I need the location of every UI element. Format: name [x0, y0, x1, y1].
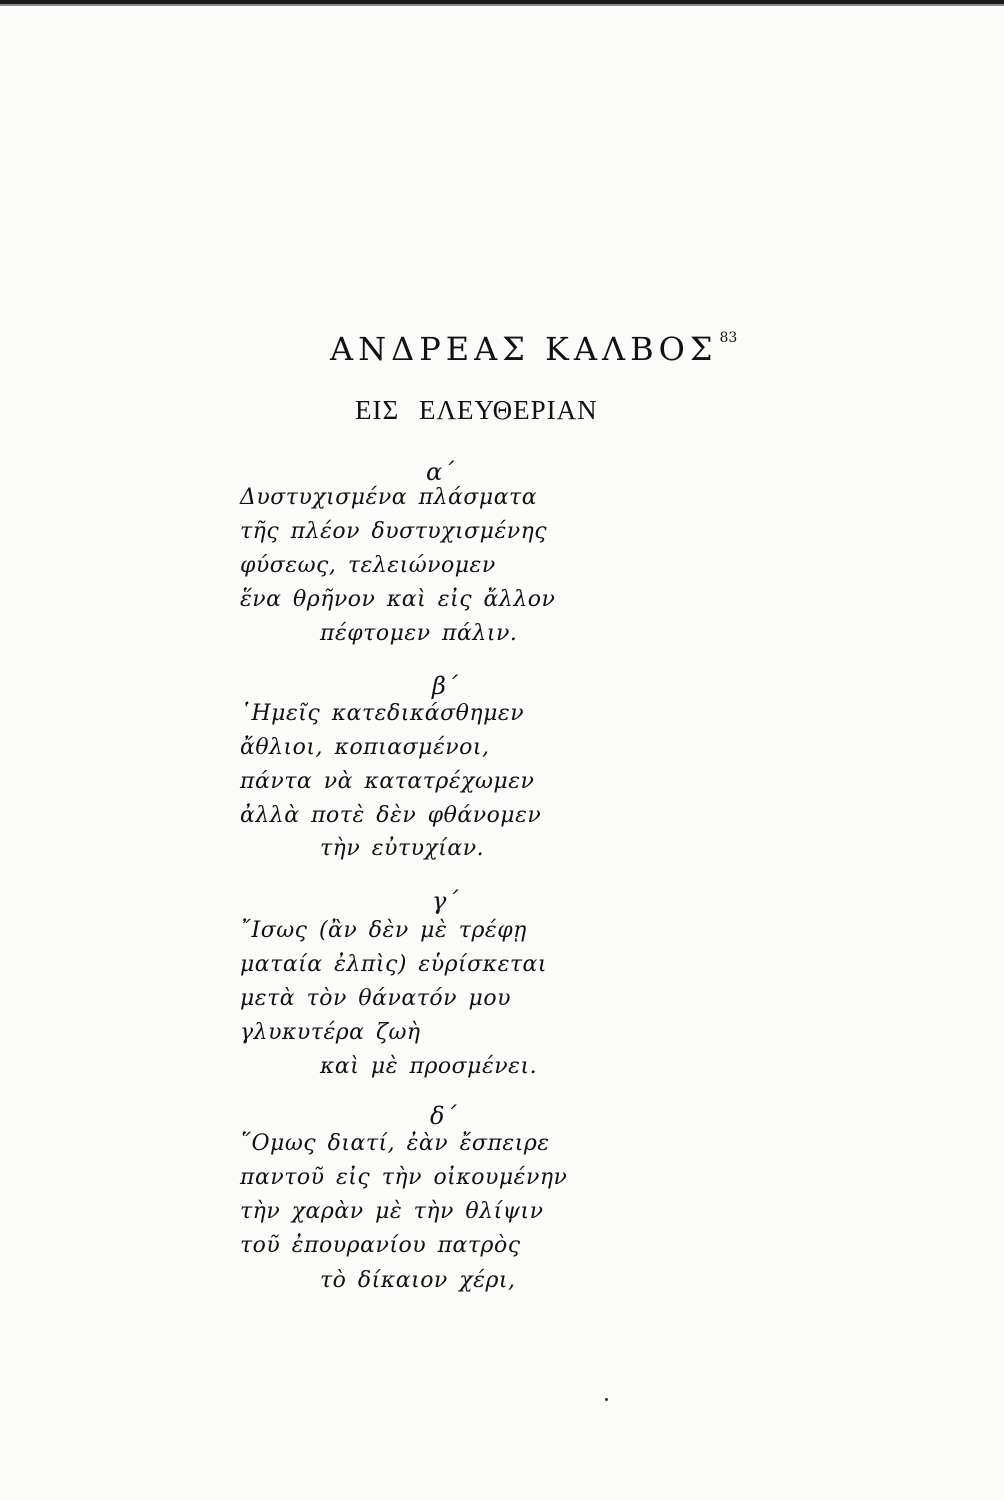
paper-speck: [605, 1398, 608, 1401]
poem-line: γλυκυτέρα ζωὴ: [240, 1020, 421, 1045]
poem-line: φύσεως, τελειώνομεν: [240, 553, 496, 578]
poem-line: ῾Ημεῖς κατεδικάσθημεν: [240, 701, 525, 726]
poem-line: ἀλλὰ ποτὲ δὲν φθάνομεν: [240, 803, 542, 828]
poem-line: μετὰ τὸν θάνατόν μου: [240, 986, 511, 1011]
poem-line: ματαία ἐλπὶς) εὑρίσκεται: [240, 952, 548, 977]
poem-line: παντοῦ εἰς τὴν οἰκουμένην: [240, 1165, 568, 1190]
stanza-number: β΄: [432, 672, 458, 700]
poem-line: τοῦ ἐπουρανίου πατρὸς: [240, 1233, 521, 1258]
poem-line: τὴν χαρὰν μὲ τὴν θλίψιν: [240, 1199, 544, 1224]
poem-author-heading: [330, 330, 750, 368]
poem-line: τὸ δίκαιον χέρι,: [320, 1268, 516, 1293]
poem-line: τὴν εὐτυχίαν.: [320, 836, 485, 861]
poem-line: ῎Ισως (ἂν δὲν μὲ τρέφῃ: [240, 918, 527, 943]
stanza-number: δ΄: [430, 1102, 457, 1130]
stanza-number: γ΄: [432, 887, 459, 915]
poem-line: τῆς πλέον δυστυχισμένης: [240, 519, 548, 544]
poem-line: πέφτομεν πάλιν.: [320, 621, 518, 646]
poem-title: ΕΙΣ ΕΛΕΥΘΕΡΙΑΝ: [355, 395, 598, 425]
poem-line: ἕνα θρῆνον καὶ εἰς ἄλλον: [240, 587, 556, 612]
poem-line: πάντα νὰ κατατρέχωμεν: [240, 769, 535, 794]
page-top-edge-shadow: [0, 4, 1004, 6]
poem-line: ῞Ομως διατί, ἐὰν ἔσπειρε: [240, 1131, 550, 1156]
author-name: ΑΝΔΡΕΑΣ ΚΑΛΒΟΣ: [330, 330, 718, 368]
stanza-number: α΄: [426, 458, 455, 486]
poem-line: καὶ μὲ προσμένει.: [320, 1054, 538, 1079]
poem-line: Δυστυχισμένα πλάσματα: [240, 485, 538, 510]
poem-line: ἄθλιοι, κοπιασμένοι,: [240, 735, 490, 760]
footnote-reference: 83: [719, 330, 738, 346]
